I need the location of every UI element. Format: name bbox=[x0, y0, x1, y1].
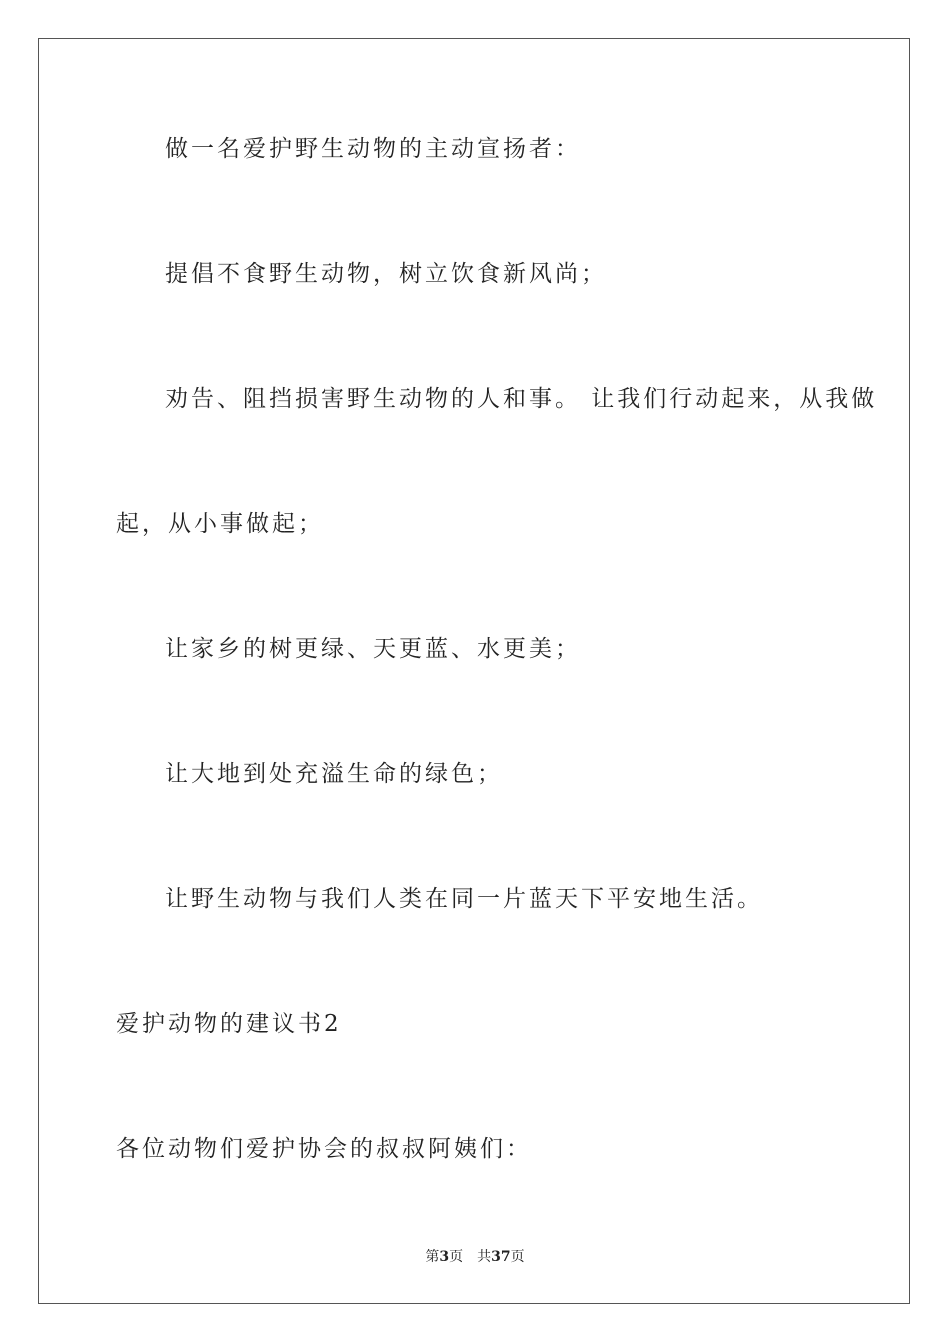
footer-page-prefix: 第 bbox=[425, 1249, 440, 1265]
page-footer bbox=[0, 1246, 950, 1266]
paragraph-line: 劝告、阻挡损害野生动物的人和事。 让我们行动起来，从我做 bbox=[165, 386, 878, 412]
paragraph-line: 让家乡的树更绿、天更蓝、水更美； bbox=[165, 636, 581, 662]
paragraph-line: 让野生动物与我们人类在同一片蓝天下平安地生活。 bbox=[165, 886, 763, 912]
footer-page-number: 3 bbox=[439, 1249, 450, 1265]
salutation-line: 各位动物们爱护协会的叔叔阿姨们： bbox=[116, 1136, 532, 1162]
footer-page-suffix: 页 bbox=[449, 1249, 464, 1265]
paragraph-line: 提倡不食野生动物，树立饮食新风尚； bbox=[165, 261, 607, 287]
section-heading: 爱护动物的建议书2 bbox=[116, 1011, 342, 1037]
page-frame bbox=[38, 38, 910, 1304]
paragraph-line-continuation: 起，从小事做起； bbox=[116, 511, 324, 537]
paragraph-line: 让大地到处充溢生命的绿色； bbox=[165, 761, 503, 787]
footer-total-suffix: 页 bbox=[510, 1249, 525, 1265]
footer-total-number: 37 bbox=[491, 1249, 511, 1265]
footer-total-prefix: 共 bbox=[477, 1249, 492, 1265]
paragraph-line: 做一名爱护野生动物的主动宣扬者： bbox=[165, 136, 581, 162]
